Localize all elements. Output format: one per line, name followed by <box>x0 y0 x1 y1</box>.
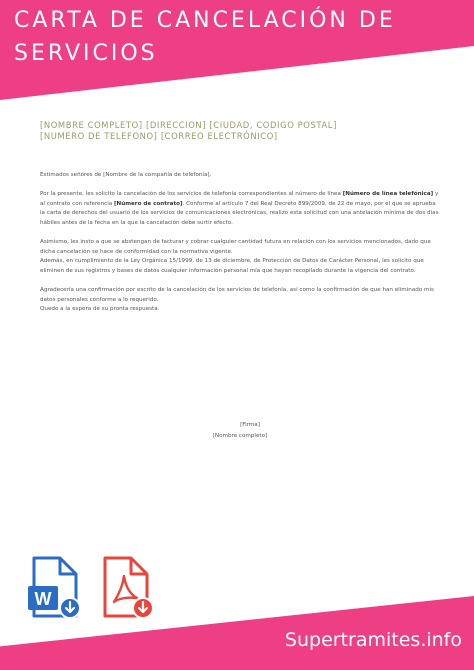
greeting: Estimados señores de [Nombre de la compañía de telefonía], <box>40 172 212 178</box>
sender-details <box>40 120 440 142</box>
signature-placeholder: [Firma] <box>240 422 260 428</box>
paragraph-data-protection: Además, en cumplimiento de la Ley Orgánica 15/1999, de 13 de diciembre, de Protección de Datos de Carácter Personal, les solicito que eliminen de sus registros y bases de datos cualquier información personal mía que hayan recopilado durante la vigencia del contrato. <box>40 258 424 274</box>
letter-body <box>40 171 440 315</box>
sender-details-line-2: [NUMERO DE TELEFONO] [CORREO ELECTRÓNICO] <box>40 131 278 141</box>
title-line-2: SERVICIOS <box>14 41 158 66</box>
line-number-field: [Número de línea telefónica] <box>342 191 434 198</box>
pdf-download-icon[interactable] <box>99 556 161 622</box>
signature-block <box>40 420 440 442</box>
page-title <box>14 4 464 70</box>
paragraph-1-text-a: Por la presente, les solicito la cancelación de los servicios de telefonía correspondientes al número de línea <box>40 191 343 198</box>
paragraph-closing: Quedo a la espera de su pronta respuesta. <box>40 306 160 313</box>
contract-number-field: [Número de contrato] <box>113 200 183 207</box>
paragraph-1-text-b: y al contrato con referencia <box>40 191 439 207</box>
paragraph-confirmation: Agradecería una confirmación por escrito de la cancelación de los servicios de telefonía, así como la confirmación de que han eliminado mis datos personales conforme a lo requerido. <box>40 287 434 303</box>
sender-details-line-1: [NOMBRE COMPLETO] [DIRECCION] [CIUDAD, CODIGO POSTAL] <box>40 120 337 130</box>
word-download-icon[interactable] <box>26 556 88 622</box>
title-line-1: CARTA DE CANCELACIÓN DE <box>14 8 396 33</box>
paragraph-billing: Asimismo, les insto a que se abstengan de facturar y cobrar cualquier cantidad futura en relación con los servicios mencionados, dado que dicha cancelación se hace de conformidad con la normativa vigente. <box>40 239 431 255</box>
paragraph-1-text-c: . Conforme al artículo 7 del Real Decreto 899/2009, de 22 de mayo, por el que se aprueba la carta de derechos del usuario de los servicios de comunicaciones electrónicas, realizo esta solicitud con una antelación mínima de dos días hábiles antes de la fecha en la que la cancelación debe surtir efecto. <box>40 200 439 226</box>
signer-name: [Nombre completo] <box>212 433 268 439</box>
svg-text:W: W <box>34 589 52 609</box>
paragraph-cancellation-request <box>40 190 440 228</box>
site-link[interactable]: Supertramites.info <box>284 629 462 651</box>
